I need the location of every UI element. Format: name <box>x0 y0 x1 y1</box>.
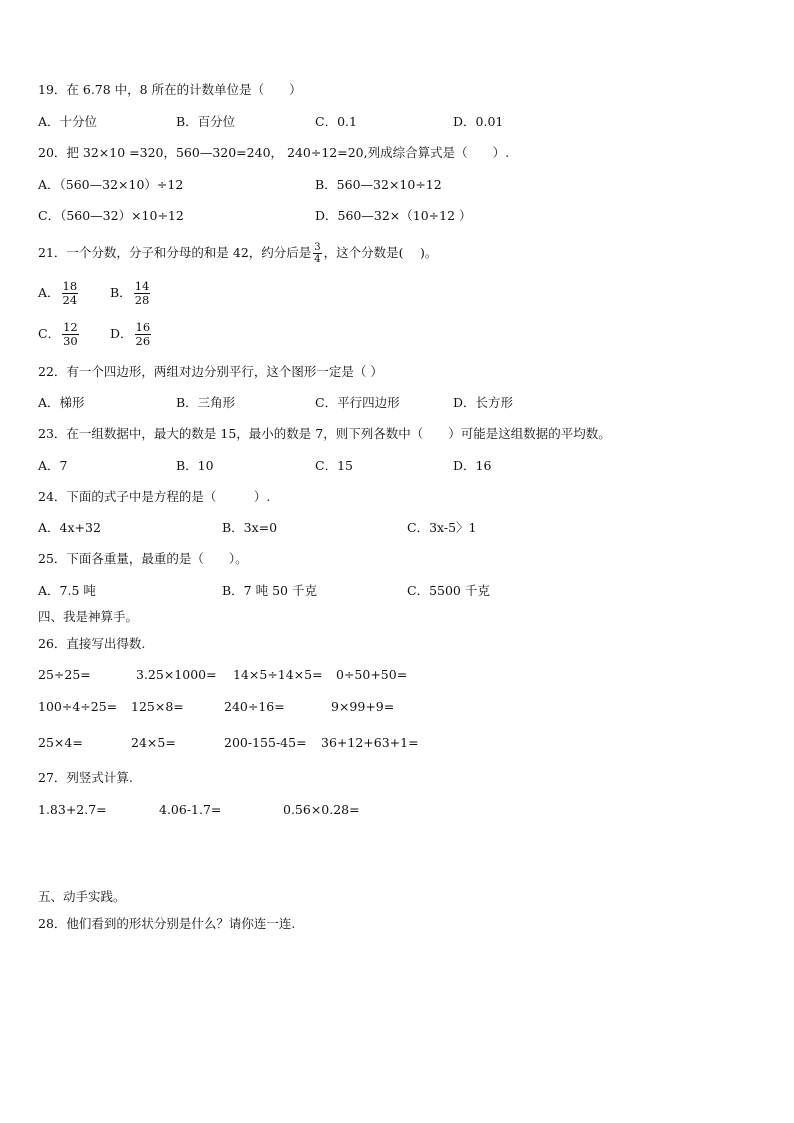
section-5-heading: 五、动手实践。 <box>38 889 126 904</box>
q26-item: 125×8= <box>131 699 184 714</box>
q22-option-d: D．长方形 <box>453 395 514 410</box>
fraction-numerator: 16 <box>135 320 151 334</box>
q21-stem-text: 21．一个分数，分子和分母的和是 42，约分后是 <box>38 245 312 260</box>
fraction-numerator: 14 <box>134 279 150 293</box>
q24-option-c: C．3x-5〉1 <box>407 520 477 535</box>
q21-option-a-label: A． <box>38 285 60 300</box>
q25-option-a: A．7.5 吨 <box>38 583 96 598</box>
q26-item: 200-155-45= <box>224 735 307 750</box>
fraction-numerator: 12 <box>63 320 78 334</box>
q26-item: 3.25×1000= <box>136 667 217 682</box>
q21-stem-fraction-denominator: 4 <box>314 254 321 265</box>
q26-item: 36+12+63+1= <box>321 735 419 750</box>
q23-option-c: C．15 <box>315 458 353 473</box>
q27-item: 0.56×0.28= <box>283 802 360 817</box>
q26-item: 240÷16= <box>224 699 285 714</box>
q21-option-d <box>110 321 153 348</box>
q24-stem: 24．下面的式子中是方程的是（ ）. <box>38 489 271 504</box>
q19-option-a: A．十分位 <box>38 114 98 129</box>
q21-stem-fraction <box>313 242 321 265</box>
q25-stem: 25．下面各重量，最重的是（ ）。 <box>38 551 248 566</box>
q23-option-d: D．16 <box>453 458 492 473</box>
q24-option-b: B．3x=0 <box>222 520 278 535</box>
q22-option-c: C．平行四边形 <box>315 395 400 410</box>
q21-stem-fraction-numerator: 3 <box>314 242 321 253</box>
q20-option-d: D．560—32×（10÷12 ） <box>315 208 472 223</box>
q22-option-b: B．三角形 <box>176 395 236 410</box>
q19-option-d: D．0.01 <box>453 114 504 129</box>
q22-option-a: A．梯形 <box>38 395 85 410</box>
q21-stem-text-end: ，这个分数是( )。 <box>323 245 438 260</box>
q26-item: 100÷4÷25= <box>38 699 118 714</box>
q26-item: 24×5= <box>131 735 176 750</box>
q27-item: 1.83+2.7= <box>38 802 107 817</box>
q21-option-c <box>38 321 81 348</box>
q23-option-b: B．10 <box>176 458 214 473</box>
q20-option-b: B．560—32×10÷12 <box>315 177 442 192</box>
q27-item: 4.06-1.7= <box>159 802 222 817</box>
q21-option-a-fraction <box>62 280 79 307</box>
q26-item: 25÷25= <box>38 667 91 682</box>
q26-item: 9×99+9= <box>331 699 395 714</box>
q26-item: 25×4= <box>38 735 83 750</box>
q21-option-c-label: C． <box>38 326 61 341</box>
fraction-denominator: 28 <box>134 293 150 307</box>
q22-stem: 22．有一个四边形，两组对边分别平行，这个图形一定是（ ） <box>38 364 383 379</box>
q21-option-b-label: B． <box>110 285 132 300</box>
q25-option-c: C．5500 千克 <box>407 583 490 598</box>
q26-item: 0÷50+50= <box>336 667 408 682</box>
q23-stem: 23．在一组数据中，最大的数是 15，最小的数是 7，则下列各数中（ ）可能是这组数据的平均数。 <box>38 426 611 441</box>
fraction-numerator: 18 <box>62 279 78 293</box>
q20-stem: 20．把 32×10 =320，560—320=240， 240÷12=20,列成综合算式是（ ）. <box>38 145 510 160</box>
fraction-denominator: 30 <box>63 334 78 348</box>
q25-option-b: B．7 吨 50 千克 <box>222 583 317 598</box>
q28-stem: 28．他们看到的形状分别是什么？请你连一连. <box>38 916 296 931</box>
q19-stem: 19．在 6.78 中，8 所在的计数单位是（ ） <box>38 82 302 97</box>
q21-option-a <box>38 280 80 307</box>
q21-option-b <box>110 280 152 307</box>
q24-option-a: A．4x+32 <box>38 520 101 535</box>
q26-item: 14×5÷14×5= <box>233 667 323 682</box>
q21-option-b-fraction <box>134 280 151 307</box>
q20-option-a: A．（560—32×10）÷12 <box>38 177 184 192</box>
q21-stem <box>38 238 437 268</box>
fraction-denominator: 24 <box>62 293 78 307</box>
q21-option-d-label: D． <box>110 326 133 341</box>
q20-option-c: C．（560—32）×10÷12 <box>38 208 184 223</box>
q27-stem: 27．列竖式计算. <box>38 770 133 785</box>
q19-option-b: B．百分位 <box>176 114 236 129</box>
q26-stem: 26．直接写出得数. <box>38 636 146 651</box>
q21-option-d-fraction <box>135 321 152 348</box>
section-4-heading: 四、我是神算手。 <box>38 609 139 624</box>
q23-option-a: A．7 <box>38 458 68 473</box>
fraction-denominator: 26 <box>135 334 151 348</box>
q21-option-c-fraction <box>62 321 79 348</box>
q19-option-c: C．0.1 <box>315 114 357 129</box>
